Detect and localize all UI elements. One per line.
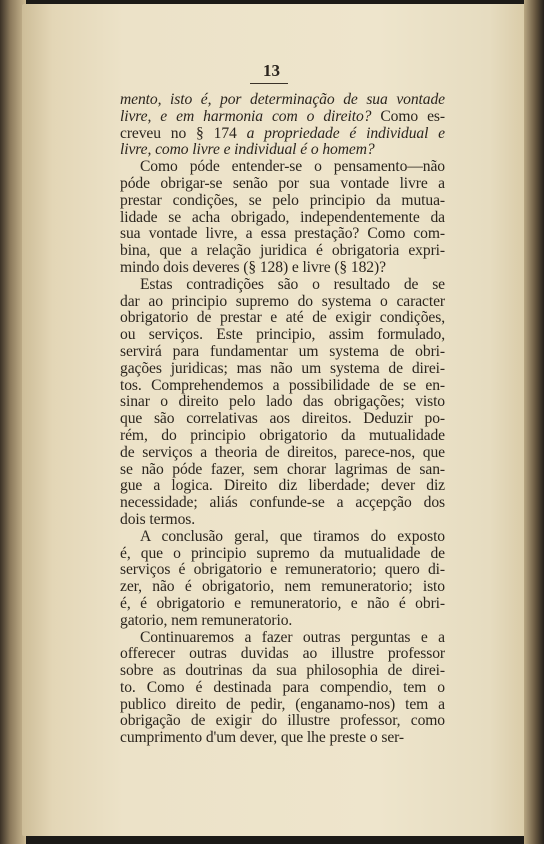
text-segment: de serviços a theoria de direitos, parece-nos, que: [120, 443, 445, 461]
text-segment: mindo dois deveres (§ 128) e livre (§ 182)?: [120, 258, 386, 276]
italic-text: livre, como livre e individual é o homem?: [120, 141, 375, 159]
text-segment: é, que o principio supremo da mutualidade de: [120, 544, 445, 562]
text-line: [120, 646, 445, 663]
paragraph: [120, 92, 445, 159]
paragraph: [120, 529, 445, 630]
text-line: [120, 512, 445, 529]
page-number-rule: [250, 83, 288, 84]
text-line: [120, 445, 445, 462]
text-segment: gações juridicas; mas não um systema de direi-: [120, 359, 445, 377]
text-line: [120, 529, 445, 546]
text-segment: servirá para fundamentar um systema de obri-: [120, 342, 445, 360]
text-segment: póde obrigar-se senão por sua vontade livre a: [120, 174, 445, 192]
text-segment: serviços é obrigatorio e remuneratorio; quero di-: [120, 561, 445, 579]
text-segment: Estas contradições são o resultado de se: [140, 275, 445, 293]
text-segment: cumprimento d'um dever, que lhe preste o ser-: [120, 729, 405, 747]
text-segment: gue a logica. Direito diz liberdade; dever diz: [120, 477, 445, 495]
text-line: [120, 713, 445, 730]
text-segment: sinar o direito pelo lado das obrigações; visto: [120, 393, 445, 411]
text-line: [120, 109, 445, 126]
page-stack-edge: [524, 0, 544, 844]
text-line: [120, 730, 445, 747]
text-segment: Continuaremos a fazer outras perguntas e a: [140, 628, 445, 646]
text-segment: obrigação de exigir do illustre professor, como: [120, 712, 445, 730]
text-line: [120, 411, 445, 428]
text-line: [120, 630, 445, 647]
text-segment: Como es-: [371, 107, 445, 125]
italic-text: mento, isto é, por determinação de sua vontade: [120, 91, 445, 108]
text-line: [120, 378, 445, 395]
text-line: [120, 613, 445, 630]
text-segment: prestar condições, se pelo principio da mutua-: [120, 191, 445, 209]
text-segment: se não póde fazer, sem chorar lagrimas de san-: [120, 460, 445, 478]
text-line: [120, 226, 445, 243]
italic-text: a propriedade é individual e: [246, 124, 446, 142]
text-segment: publico direito de pedir, (enganamo-nos) tem a: [120, 695, 445, 713]
text-segment: obrigatorio de prestar e até de exigir condições,: [120, 309, 445, 327]
text-segment: tos. Comprehendemos a possibilidade de se en-: [120, 376, 445, 394]
italic-text: livre, e em harmonia com o direito?: [120, 107, 372, 125]
paragraph: [120, 159, 445, 277]
text-segment: necessidade; aliás confunde-se a acçepção dos: [120, 494, 445, 512]
text-line: [120, 478, 445, 495]
text-segment: gatorio, nem remuneratorio.: [120, 611, 293, 629]
text-line: [120, 579, 445, 596]
text-line: [120, 142, 445, 159]
text-segment: Como póde entender-se o pensamento—não: [140, 158, 445, 176]
text-line: [120, 495, 445, 512]
text-line: [120, 327, 445, 344]
text-line: [120, 562, 445, 579]
text-line: [120, 596, 445, 613]
text-line: [120, 92, 445, 109]
text-line: [120, 294, 445, 311]
text-segment: creveu no § 174: [120, 124, 247, 142]
text-line: [120, 277, 445, 294]
text-line: [120, 546, 445, 563]
page-body-text: [120, 92, 445, 747]
text-line: [120, 176, 445, 193]
text-segment: bina, que a relação juridica é obrigatoria expri-: [120, 242, 445, 260]
text-segment: to. Como é destinada para compendio, tem o: [120, 678, 445, 696]
text-line: [120, 663, 445, 680]
text-line: [120, 344, 445, 361]
text-line: [120, 193, 445, 210]
page-number: 13: [263, 61, 280, 80]
text-line: [120, 361, 445, 378]
text-segment: ou serviços. Este principio, assim formulado,: [120, 326, 445, 344]
text-segment: sobre as doutrinas da sua philosophia de direi-: [120, 662, 445, 680]
text-line: [120, 159, 445, 176]
text-segment: lidade se acha obrigado, independentemente da: [120, 208, 445, 226]
text-segment: dar ao principio supremo do systema o caracter: [120, 292, 445, 310]
text-segment: rém, do principio obrigatorio da mutualidade: [120, 426, 445, 444]
text-line: [120, 697, 445, 714]
text-line: [120, 260, 445, 277]
text-segment: A conclusão geral, que tiramos do exposto: [140, 527, 445, 545]
text-segment: offerecer outras duvidas ao illustre professor: [120, 645, 445, 663]
text-line: [120, 428, 445, 445]
text-line: [120, 394, 445, 411]
text-segment: que são correlativas aos direitos. Deduzir po-: [120, 410, 445, 428]
text-line: [120, 680, 445, 697]
text-segment: é, é obrigatorio e remuneratorio, e não é obri-: [120, 594, 445, 612]
text-line: [120, 310, 445, 327]
text-segment: dois termos.: [120, 510, 196, 528]
text-line: [120, 462, 445, 479]
text-line: [120, 243, 445, 260]
text-segment: zer, não é obrigatorio, nem remuneratorio; isto: [120, 578, 445, 596]
paragraph: [120, 630, 445, 748]
text-line: [120, 210, 445, 227]
text-segment: sua vontade livre, a essa prestação? Como com-: [120, 225, 445, 243]
text-line: [120, 126, 445, 143]
paragraph: [120, 277, 445, 529]
